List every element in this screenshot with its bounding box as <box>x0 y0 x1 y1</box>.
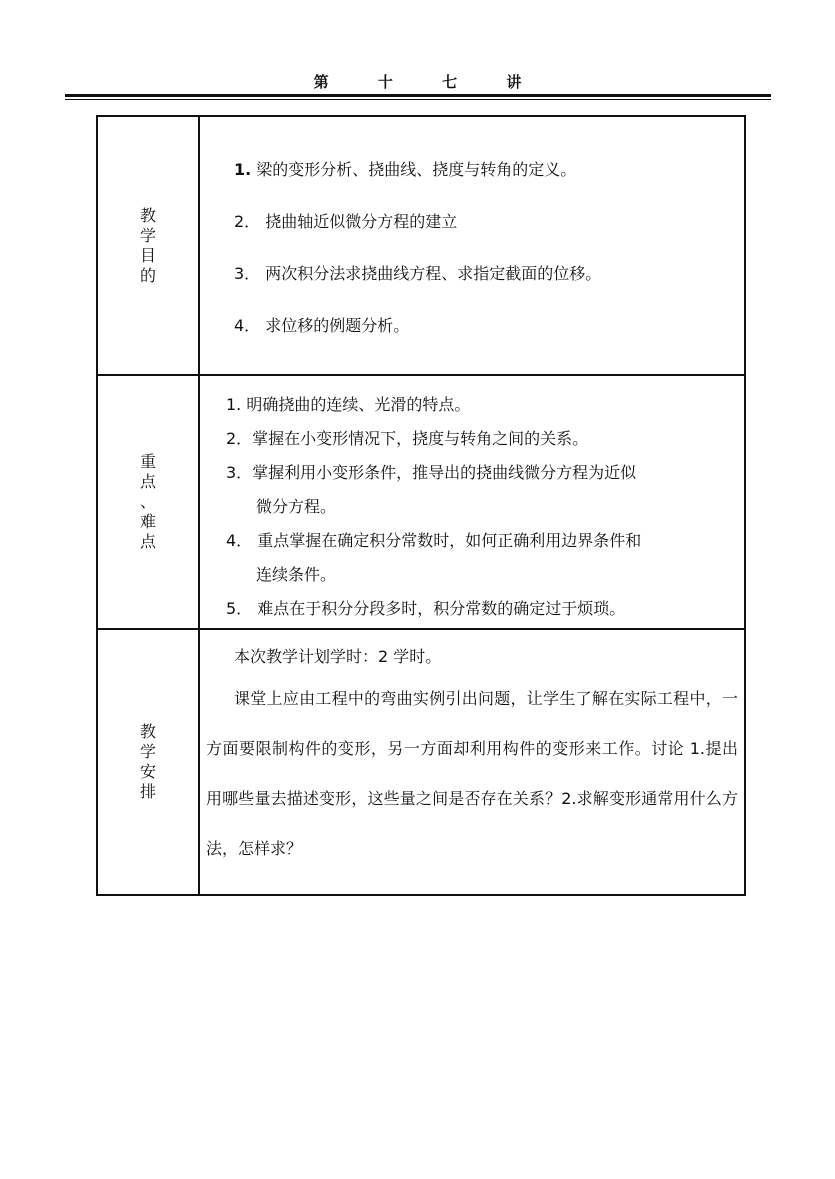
goals-label-char: 教 <box>139 205 156 225</box>
difficulty-line: 4． 重点掌握在确定积分常数时，如何正确利用边界条件和 <box>226 531 642 550</box>
arrangement-paragraph: 课堂上应由工程中的弯曲实例引出问题，让学生了解在实际工程中，一方面要限制构件的变形，另一方面却利用构件的变形来工作。讨论 1.提出用哪些量去描述变形，这些量之间是否存在关系？2.求解变形通常用什么方法，怎样求？ <box>206 689 738 858</box>
arrangement-row <box>97 629 745 895</box>
goals-label-cell <box>97 116 199 375</box>
arrangement-hours: 本次教学计划学时：2 学时。 <box>234 647 442 666</box>
goals-label-char: 目 <box>139 245 156 265</box>
difficulties-label-char: 点 <box>139 472 156 491</box>
goals-label-char: 学 <box>139 225 156 245</box>
arrangement-label-char: 排 <box>139 782 156 801</box>
page-header-title: 第 十 七 讲 <box>313 73 544 91</box>
difficulties-label-char: 点 <box>139 532 156 551</box>
difficulties-label <box>98 452 198 552</box>
header-rule-thick <box>65 94 771 97</box>
goals-label-char: 的 <box>139 265 156 285</box>
difficulty-line: 1. 明确挠曲的连续、光滑的特点。 <box>226 395 471 414</box>
difficulties-label-cell <box>97 375 199 629</box>
goal-item: 2． 挠曲轴近似微分方程的建立 <box>234 212 458 231</box>
arrangement-label <box>98 722 198 802</box>
goal-item: 3． 两次积分法求挠曲线方程、求指定截面的位移。 <box>234 264 602 283</box>
difficulties-label-char: 、 <box>139 492 156 511</box>
goals-label <box>98 206 198 286</box>
difficulties-row <box>97 375 745 629</box>
difficulties-label-char: 难 <box>139 512 156 531</box>
arrangement-label-char: 教 <box>139 722 156 741</box>
arrangement-label-char: 安 <box>139 762 156 781</box>
goal-item: 4． 求位移的例题分析。 <box>234 316 410 335</box>
header-rule-thin <box>65 99 771 100</box>
difficulties-label-char: 重 <box>139 452 156 471</box>
goals-content-cell <box>199 116 745 375</box>
teaching-plan-table <box>96 115 746 896</box>
difficulty-line: 3．掌握利用小变形条件，推导出的挠曲线微分方程为近似 <box>226 463 637 482</box>
arrangement-content-cell <box>199 629 745 895</box>
arrangement-label-cell <box>97 629 199 895</box>
goals-row <box>97 116 745 375</box>
difficulty-line: 微分方程。 <box>256 497 337 516</box>
arrangement-label-char: 学 <box>139 742 156 761</box>
difficulties-content-cell <box>199 375 745 629</box>
difficulty-line: 5． 难点在于积分分段多时，积分常数的确定过于烦琐。 <box>226 599 626 618</box>
goal-item: 1. 梁的变形分析、挠曲线、挠度与转角的定义。 <box>234 160 577 179</box>
difficulty-line: 连续条件。 <box>256 565 337 584</box>
difficulty-line: 2．掌握在小变形情况下，挠度与转角之间的关系。 <box>226 429 589 448</box>
